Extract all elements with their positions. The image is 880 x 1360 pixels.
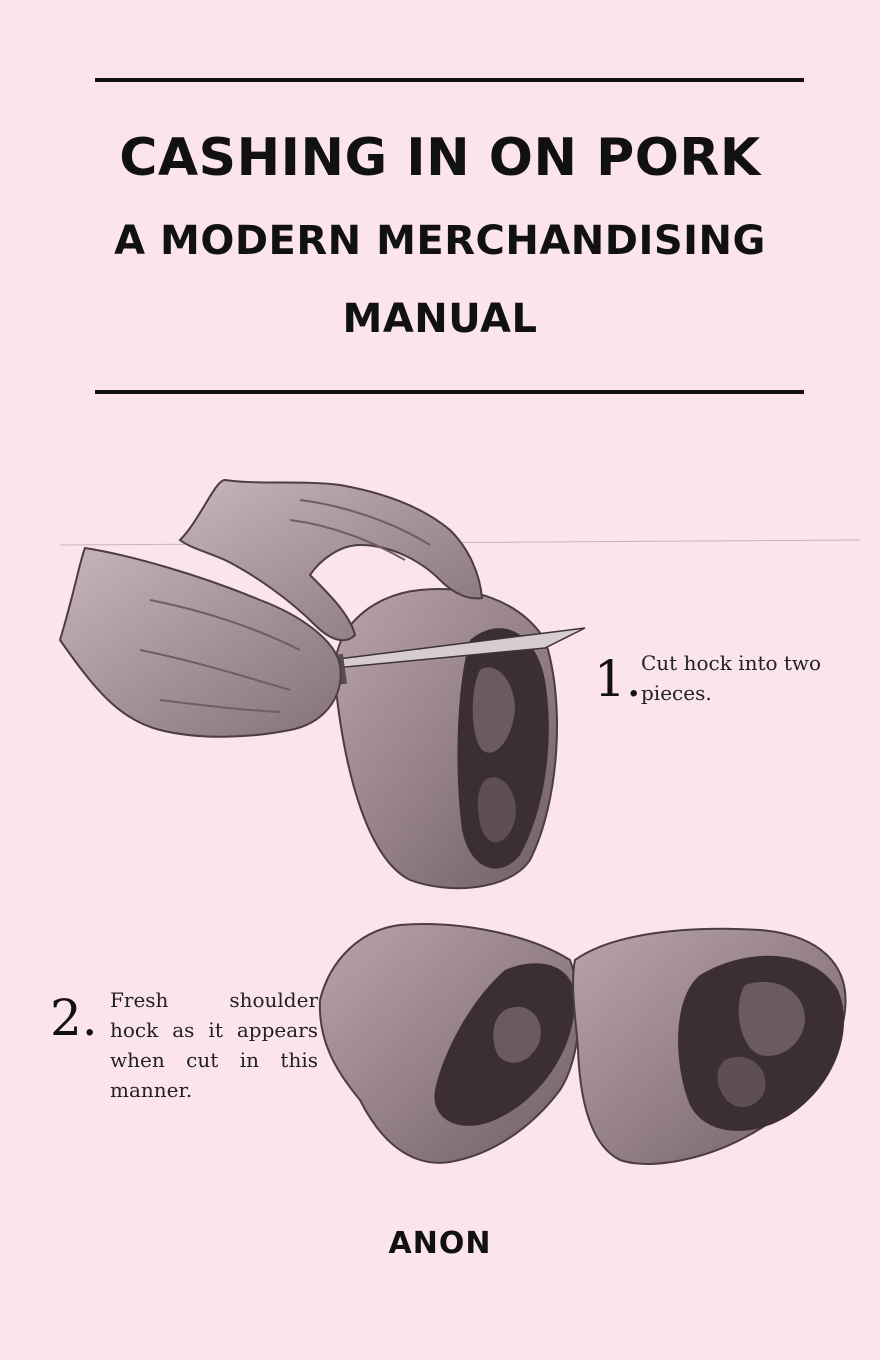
caption-step-1 <box>594 648 854 718</box>
title-line-3: MANUAL <box>342 296 538 342</box>
title-line-2: A MODERN MERCHANDISING <box>114 218 766 264</box>
book-title <box>0 120 880 352</box>
top-rule <box>95 78 804 82</box>
step-number-1: 1. <box>594 650 642 708</box>
title-line-1: CASHING IN ON PORK <box>119 128 761 188</box>
step-text-2: Fresh shoulder hock as it appears when cut in this manner. <box>110 988 318 1102</box>
step-number-2: 2. <box>50 989 98 1047</box>
step-text-1: Cut hock into two pieces. <box>641 651 822 705</box>
bottom-rule <box>95 390 804 394</box>
author-name: ANON <box>388 1226 492 1261</box>
caption-step-2 <box>50 985 320 1115</box>
